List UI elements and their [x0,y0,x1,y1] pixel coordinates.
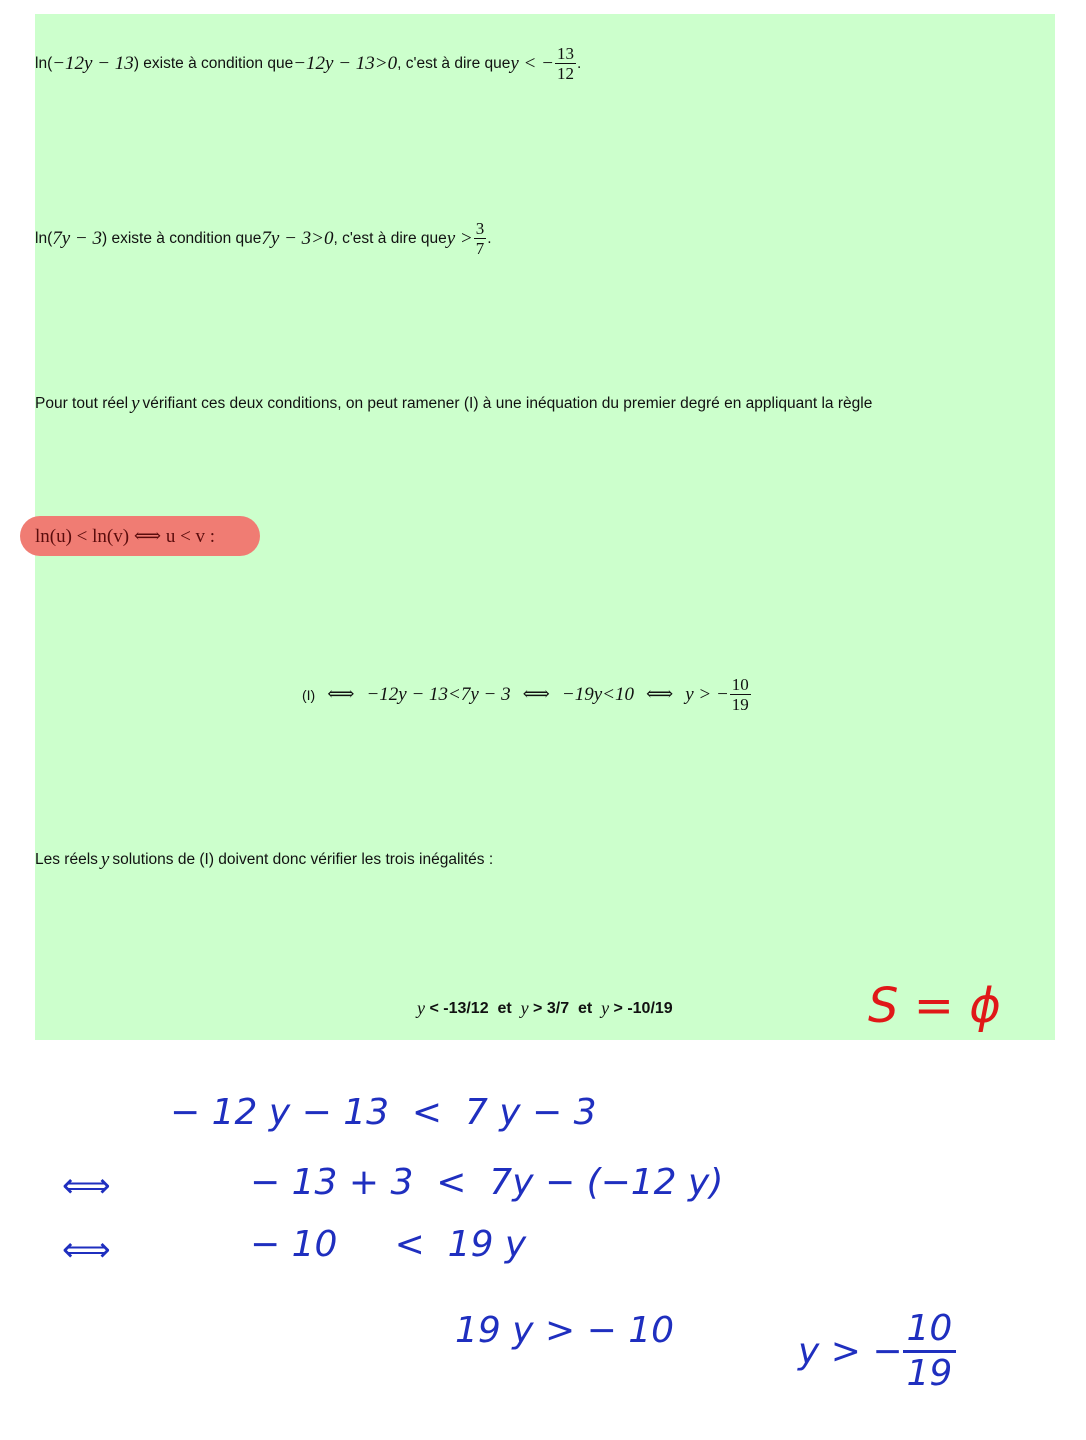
variable-y: y [100,849,110,870]
ln-prefix-1: ln( [35,54,53,72]
equivalence-chain [302,675,752,714]
log-rule-text: ln(u) < ln(v) ⟺ u < v : [35,525,216,547]
equiv-step-1: −12y − 13<7y − 3 [366,683,511,705]
rule-intro-after: vérifiant ces deux conditions, on peut ramener (I) à une inéquation du premier degré en appliquant la règle [142,395,873,412]
fraction-denominator: 12 [556,64,574,83]
inequality-1: < -13/12 et [425,999,521,1017]
fraction-numerator: 3 [475,219,485,238]
fraction-numerator: 13 [556,44,574,63]
equiv-arrow-2: ⟺ [522,684,550,705]
condition-text-2: ) existe à condition que [102,229,262,247]
domain-inequality-1: y < − [510,52,554,74]
fraction-denominator: 19 [731,695,749,714]
fraction-denominator: 7 [475,239,485,258]
variable-y-3: y [601,998,610,1018]
handwritten-row-2: − 13 + 3 < 7y − (−12 y) [250,1162,724,1203]
handwritten-fraction-denominator: 19 [906,1353,953,1394]
handwritten-row-4: 19 y > − 10 [455,1310,675,1351]
handwritten-solution-set: S = ϕ [868,978,1001,1034]
handwritten-row-1: − 12 y − 13 < 7 y − 3 [170,1092,597,1133]
three-inequalities-line [417,998,673,1019]
handwritten-fraction [903,1308,957,1395]
equiv-step-2: −19y<10 [561,683,634,705]
period-2: . [487,229,492,247]
conclusion-after: solutions de (I) doivent donc vérifier les trois inégalités : [112,851,494,868]
inequality-2: > 3/7 et [528,999,602,1017]
condition-inequality-2: 7y − 3>0 [261,227,334,249]
equation-label: (I) [302,686,316,703]
ln-argument-2: 7y − 3 [52,227,102,249]
meaning-text-2: , c'est à dire que [333,229,447,247]
period-1: . [576,54,582,72]
condition-line-1 [35,44,581,83]
handwritten-row-3: − 10 < 19 y [250,1224,527,1265]
rule-intro-before: Pour tout réel [35,395,129,412]
fraction-13-12 [555,44,576,83]
conclusion-intro-line [35,849,493,871]
equiv-arrow-3: ⟺ [645,684,674,705]
log-rule-highlight [20,516,260,556]
fraction-numerator: 10 [731,675,749,694]
fraction-10-19 [730,675,751,714]
handwritten-row-5-lhs: y > − [798,1331,903,1372]
handwritten-fraction-numerator: 10 [903,1308,957,1353]
conclusion-before: Les réels [35,851,98,868]
equiv-arrow-1: ⟺ [327,684,355,705]
inequality-3: > -10/19 [609,999,673,1017]
fraction-3-7 [474,219,487,258]
handwritten-equiv-arrow-1: ⟺ [62,1166,111,1206]
meaning-text-1: , c'est à dire que [397,54,511,72]
variable-y: y [131,393,140,414]
equiv-step-3: y > − [685,683,729,705]
ln-argument-1: −12y − 13 [52,52,134,74]
domain-inequality-2: y > [446,227,473,249]
ln-prefix-2: ln( [35,229,53,247]
handwritten-row-5 [798,1308,956,1395]
condition-inequality-1: −12y − 13>0 [293,52,398,74]
variable-y-1: y [417,998,425,1018]
rule-intro-line [35,393,872,415]
condition-text-1: ) existe à condition que [133,54,294,72]
variable-y-2: y [520,998,529,1018]
condition-line-2 [35,219,492,258]
handwritten-equiv-arrow-2: ⟺ [62,1230,111,1270]
